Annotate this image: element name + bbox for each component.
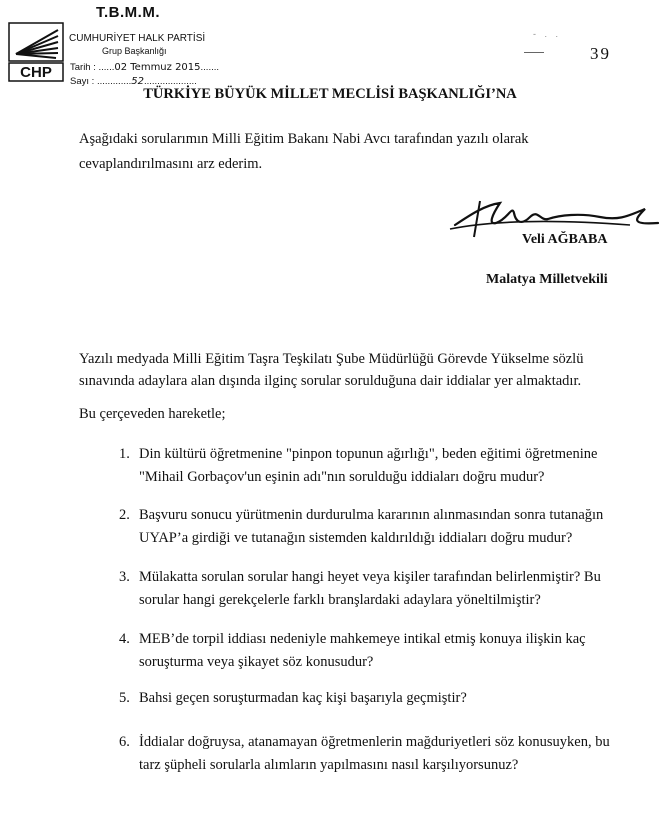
question-line: MEB’de torpil iddiası nedeniyle mahkemeye intikal etmiş konuya ilişkin kaç: [139, 631, 586, 647]
page-number: 39: [590, 44, 611, 63]
question-item: [119, 731, 619, 777]
question-item: [119, 687, 619, 710]
body-line-2: sınavında adaylara alan dışında ilginç sorular sorulduğuna dair iddialar yer almaktadır.: [79, 373, 582, 389]
question-line: Mülakatta sorulan sorular hangi heyet veya kişiler tarafından belirlenmiştir? Bu: [139, 569, 601, 585]
question-line: soruşturma veya şikayet söz konusudur?: [139, 654, 374, 670]
lead-line: Bu çerçeveden hareketle;: [79, 406, 226, 422]
pencil-dash: [524, 52, 544, 53]
question-item: [119, 443, 619, 489]
question-number: 2.: [119, 507, 130, 523]
question-line: Din kültürü öğretmenine "pinpon topunun ağırlığı", beden eğitimi öğretmenine: [139, 446, 598, 462]
question-item: [119, 566, 619, 612]
intro-line-2: cevaplandırılmasını arz ederim.: [79, 156, 263, 172]
question-line: Başvuru sonucu yürütmenin durdurulma kararının alınmasından sonra tutanağın: [139, 507, 604, 523]
document-title: TÜRKİYE BÜYÜK MİLLET MECLİSİ BAŞKANLIĞI’NA: [143, 86, 517, 102]
question-line: İddialar doğruysa, atanamayan öğretmenlerin mağduriyetleri söz konusuyken, bu: [139, 734, 610, 750]
signatory-title: Malatya Milletvekili: [486, 272, 608, 287]
date-value: 02 Temmuz 2015: [114, 62, 201, 73]
date-row: Tarih : ......02 Temmuz 2015.......: [70, 62, 220, 73]
question-item: [119, 504, 619, 550]
question-number: 3.: [119, 569, 130, 585]
chp-logo: [8, 22, 64, 82]
question-number: 4.: [119, 631, 130, 647]
question-line: UYAP’a girdiği ve tutanağın sistemden kaldırıldığı iddiaları doğru mudur?: [139, 530, 573, 546]
question-line: Bahsi geçen soruşturmadan kaç kişi başarıyla geçmiştir?: [139, 690, 467, 706]
number-label: Sayı :: [70, 76, 95, 87]
question-number: 5.: [119, 690, 130, 706]
question-number: 1.: [119, 446, 130, 462]
body-line-1: Yazılı medyada Milli Eğitim Taşra Teşkilatı Şube Müdürlüğü Görevde Yükselme sözlü: [79, 351, 584, 367]
logo-text: CHP: [20, 64, 52, 81]
institution-name: T.B.M.M.: [96, 4, 160, 21]
intro-line-1: Aşağıdaki sorularımın Milli Eğitim Bakanı Nabi Avcı tarafından yazılı olarak: [79, 131, 529, 147]
number-value: 52: [131, 76, 144, 87]
question-line: sorular hangi gerekçelerle farklı branşlardaki adaylara yöneltilmiştir?: [139, 592, 541, 608]
signatory-name: Veli AĞBABA: [522, 232, 608, 247]
group-name: Grup Başkanlığı: [102, 46, 167, 56]
question-number: 6.: [119, 734, 130, 750]
date-label: Tarih :: [70, 62, 96, 73]
pencil-mark: - . .: [533, 29, 561, 39]
question-item: [119, 628, 619, 674]
question-line: "Mihail Gorbaçov'un eşinin adı"nın sorulduğu iddiaları doğru mudur?: [139, 469, 545, 485]
party-name: CUMHURİYET HALK PARTİSİ: [69, 33, 206, 44]
number-row: Sayı : .............52....................: [70, 76, 197, 87]
question-line: tarz şüpheli sorularla alımların yapılmasını nasıl karşılıyorsunuz?: [139, 757, 519, 773]
